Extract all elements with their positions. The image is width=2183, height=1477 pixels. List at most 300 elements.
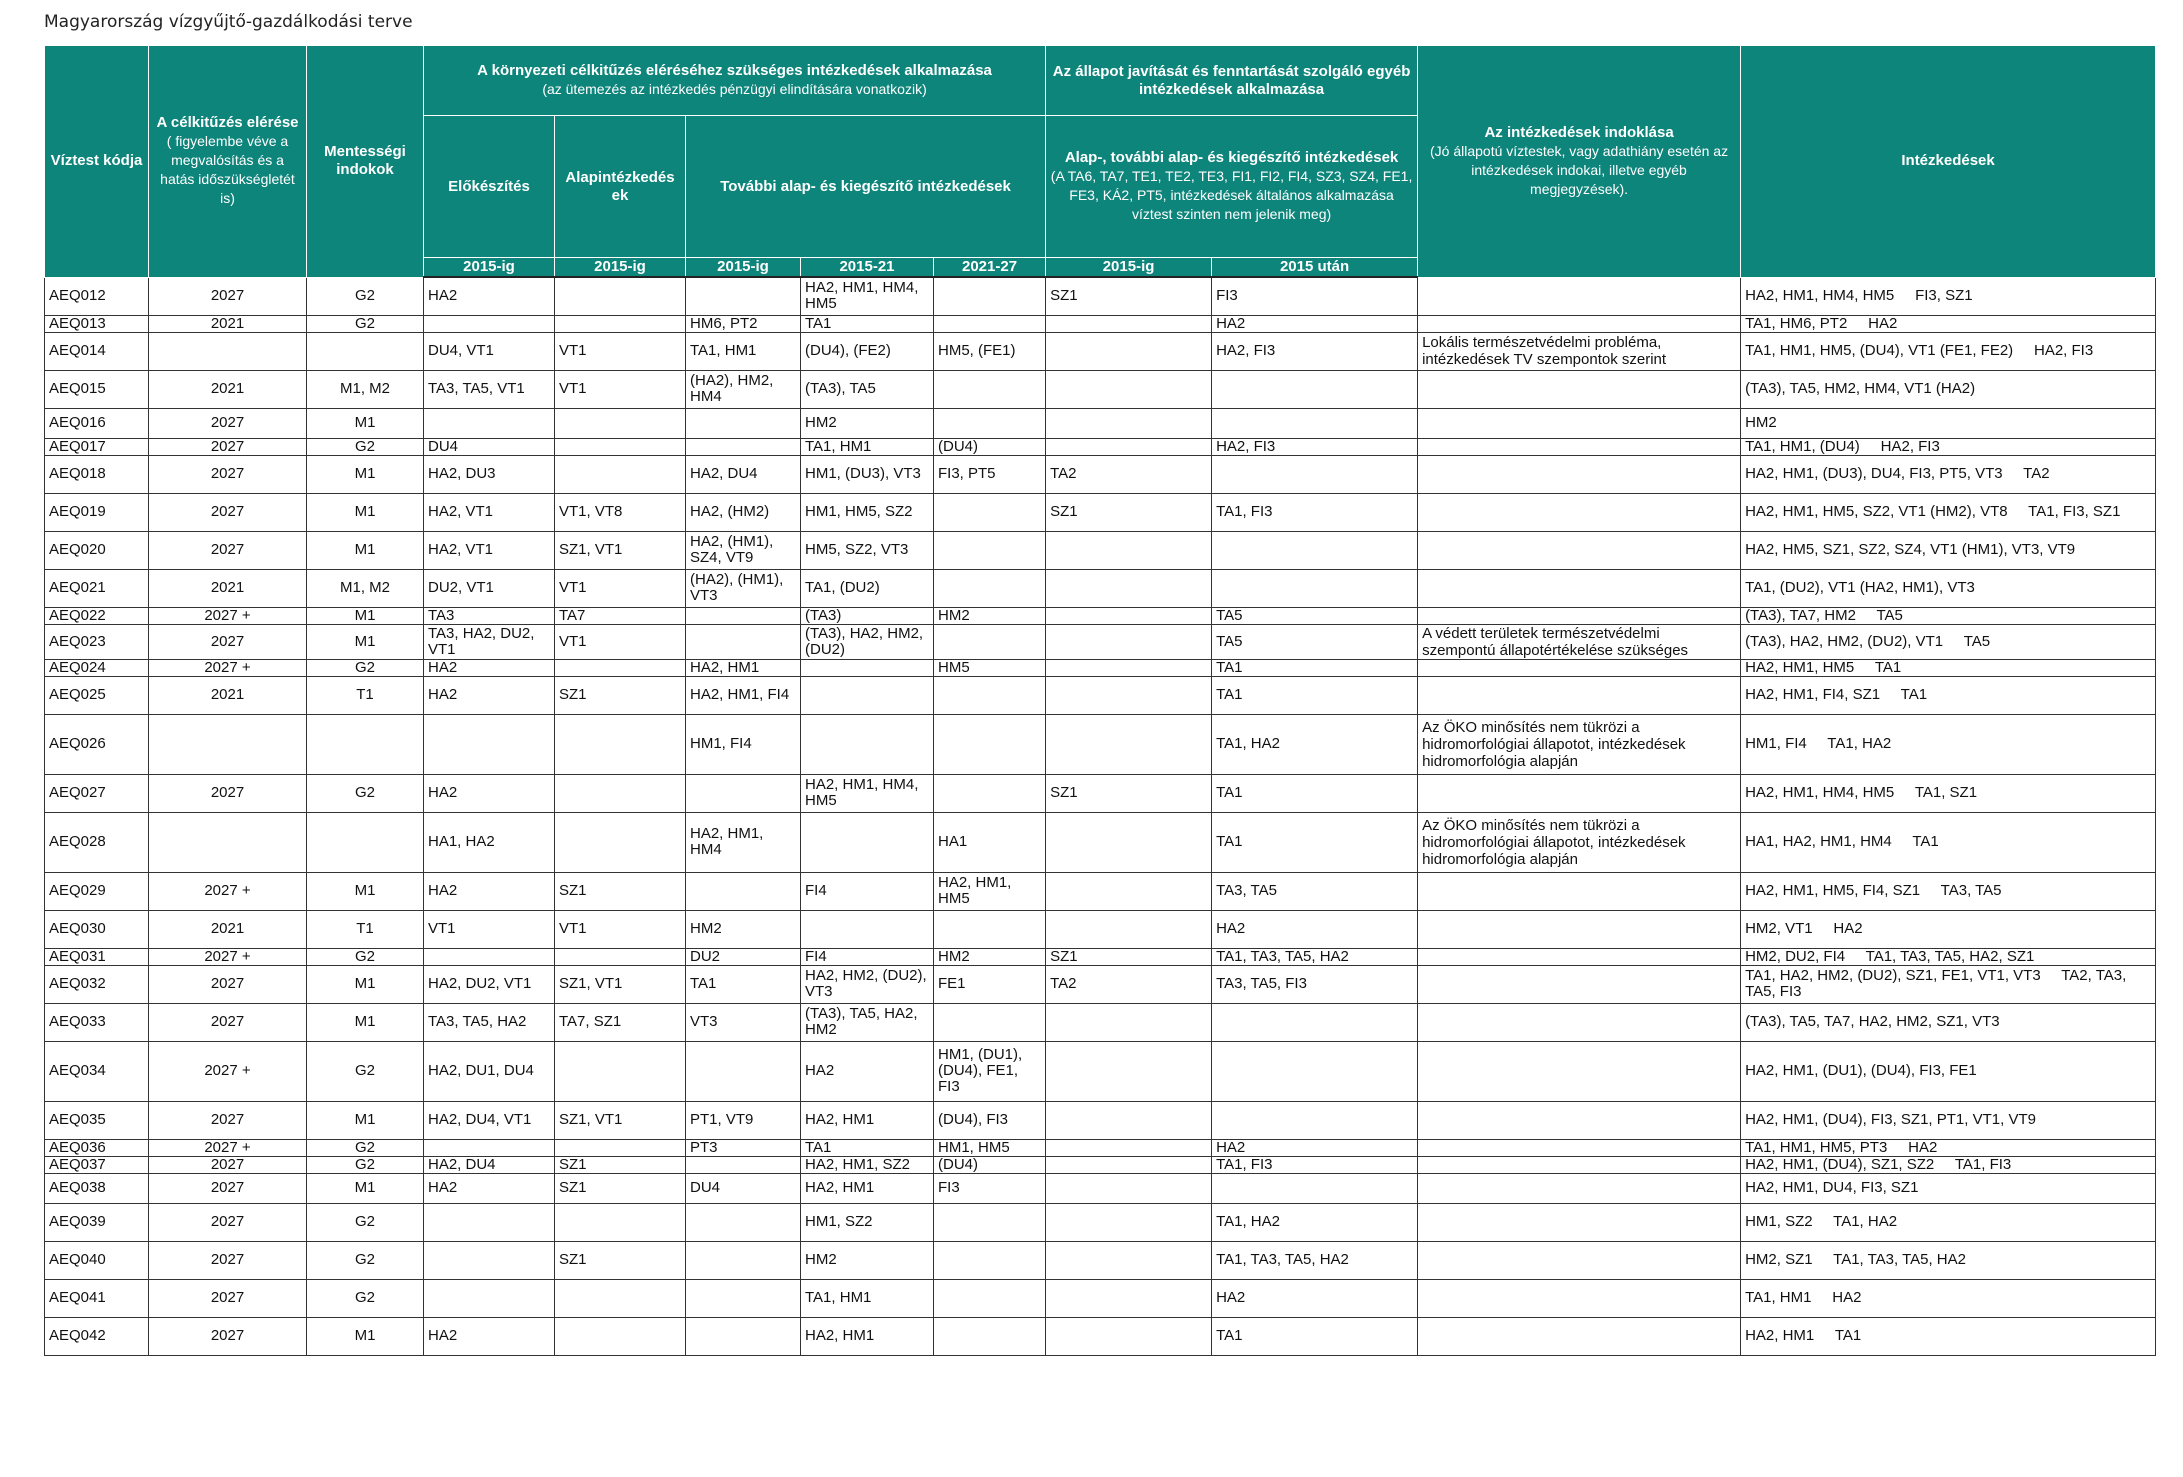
cell-code: AEQ023 <box>45 624 149 659</box>
cell-prep: HA2 <box>424 1173 555 1203</box>
cell-other-after <box>1212 370 1418 408</box>
cell-measures: HM1, FI4 TA1, HA2 <box>1741 714 2156 774</box>
cell-exemption <box>307 812 424 872</box>
cell-basic <box>555 1317 686 1355</box>
cell-other-2015 <box>1046 569 1212 607</box>
cell-measures: HM2, VT1 HA2 <box>1741 910 2156 948</box>
cell-target: 2027 + <box>149 1139 307 1156</box>
cell-measures: HM2, SZ1 TA1, TA3, TA5, HA2 <box>1741 1241 2156 1279</box>
cell-other-after <box>1212 455 1418 493</box>
cell-exemption: M1 <box>307 408 424 438</box>
cell-prep: HA2, DU4, VT1 <box>424 1101 555 1139</box>
cell-basic <box>555 277 686 315</box>
cell-justification <box>1418 438 1741 455</box>
cell-other-2015: TA2 <box>1046 965 1212 1003</box>
cell-measures: TA1, HM6, PT2 HA2 <box>1741 315 2156 332</box>
cell-justification <box>1418 1003 1741 1041</box>
cell-prep: HA2, DU2, VT1 <box>424 965 555 1003</box>
cell-further-2015-21 <box>801 714 934 774</box>
cell-other-2015: SZ1 <box>1046 774 1212 812</box>
cell-basic <box>555 1041 686 1101</box>
cell-justification: Az ÖKO minősítés nem tükrözi a hidromorfológiai állapotot, intézkedések hidromorfológia alapján <box>1418 714 1741 774</box>
cell-further-2015: HM6, PT2 <box>686 315 801 332</box>
cell-basic: VT1 <box>555 910 686 948</box>
cell-measures: TA1, HM1, HM5, (DU4), VT1 (FE1, FE2) HA2, FI3 <box>1741 332 2156 370</box>
cell-further-2015-21 <box>801 676 934 714</box>
cell-other-after: TA1, HA2 <box>1212 1203 1418 1241</box>
cell-target: 2027 <box>149 1101 307 1139</box>
cell-code: AEQ012 <box>45 277 149 315</box>
cell-basic: SZ1 <box>555 1173 686 1203</box>
table-row <box>45 455 2156 493</box>
cell-further-2021-27: HM1, (DU1), (DU4), FE1, FI3 <box>934 1041 1046 1101</box>
cell-code: AEQ020 <box>45 531 149 569</box>
cell-justification <box>1418 315 1741 332</box>
cell-other-after: TA1 <box>1212 676 1418 714</box>
cell-prep: TA3 <box>424 607 555 624</box>
cell-prep: HA1, HA2 <box>424 812 555 872</box>
cell-other-2015 <box>1046 624 1212 659</box>
cell-basic: SZ1, VT1 <box>555 1101 686 1139</box>
cell-further-2021-27: (DU4) <box>934 1156 1046 1173</box>
table-row <box>45 1241 2156 1279</box>
cell-code: AEQ032 <box>45 965 149 1003</box>
cell-measures: HA2, HM1, HM5, SZ2, VT1 (HM2), VT8 TA1, FI3, SZ1 <box>1741 493 2156 531</box>
cell-other-after: TA5 <box>1212 607 1418 624</box>
cell-prep: HA2, DU3 <box>424 455 555 493</box>
cell-other-2015 <box>1046 1241 1212 1279</box>
cell-target: 2027 <box>149 438 307 455</box>
cell-justification <box>1418 1173 1741 1203</box>
year-basic: 2015-ig <box>555 258 686 278</box>
table-row <box>45 774 2156 812</box>
cell-further-2015-21: HM2 <box>801 408 934 438</box>
cell-prep <box>424 1241 555 1279</box>
header-group-other: Az állapot javítását és fenntartását szolgáló egyéb intézkedések alkalmazása <box>1046 46 1418 116</box>
cell-further-2015: HA2, HM1, FI4 <box>686 676 801 714</box>
cell-other-after: TA1 <box>1212 774 1418 812</box>
cell-further-2021-27 <box>934 569 1046 607</box>
cell-other-2015 <box>1046 1139 1212 1156</box>
cell-basic: VT1 <box>555 332 686 370</box>
cell-other-after: TA1, TA3, TA5, HA2 <box>1212 948 1418 965</box>
cell-further-2021-27: FI3, PT5 <box>934 455 1046 493</box>
cell-basic: SZ1 <box>555 1241 686 1279</box>
cell-further-2021-27: FI3 <box>934 1173 1046 1203</box>
cell-further-2015 <box>686 438 801 455</box>
cell-other-after: TA5 <box>1212 624 1418 659</box>
table-row <box>45 493 2156 531</box>
cell-measures: HA1, HA2, HM1, HM4 TA1 <box>1741 812 2156 872</box>
header-group-env: A környezeti célkitűzés eléréséhez szükséges intézkedések alkalmazása (az ütemezés az intézkedés pénzügyi elindítására vonatkozik) <box>424 46 1046 116</box>
cell-justification <box>1418 1139 1741 1156</box>
cell-justification <box>1418 1241 1741 1279</box>
header-basic: Alapintézkedés ek <box>555 116 686 258</box>
cell-further-2021-27 <box>934 1317 1046 1355</box>
cell-other-after: HA2 <box>1212 910 1418 948</box>
cell-measures: HA2, HM1, (DU3), DU4, FI3, PT5, VT3 TA2 <box>1741 455 2156 493</box>
table-row <box>45 1156 2156 1173</box>
cell-code: AEQ037 <box>45 1156 149 1173</box>
cell-exemption: G2 <box>307 1041 424 1101</box>
cell-basic <box>555 1203 686 1241</box>
cell-further-2015-21 <box>801 659 934 676</box>
cell-further-2021-27: (DU4) <box>934 438 1046 455</box>
cell-basic: TA7, SZ1 <box>555 1003 686 1041</box>
cell-other-2015 <box>1046 315 1212 332</box>
table-row <box>45 408 2156 438</box>
cell-basic: TA7 <box>555 607 686 624</box>
cell-further-2015: HA2, (HM1), SZ4, VT9 <box>686 531 801 569</box>
cell-code: AEQ026 <box>45 714 149 774</box>
cell-other-after: HA2, FI3 <box>1212 438 1418 455</box>
cell-target: 2027 <box>149 774 307 812</box>
cell-prep: DU4, VT1 <box>424 332 555 370</box>
cell-other-after <box>1212 1101 1418 1139</box>
cell-exemption: M1, M2 <box>307 370 424 408</box>
cell-other-2015 <box>1046 408 1212 438</box>
cell-prep <box>424 948 555 965</box>
cell-other-2015 <box>1046 1203 1212 1241</box>
header-other-sub: Alap-, további alap- és kiegészítő intézkedések (A TA6, TA7, TE1, TE2, TE3, FI1, FI2, FI4, SZ3, SZ4, FE1, FE3, KÁ2, PT5, intézkedések általános alkalmazása víztest szinten nem jelenik meg) <box>1046 116 1418 258</box>
cell-prep: HA2, VT1 <box>424 493 555 531</box>
cell-other-2015 <box>1046 659 1212 676</box>
cell-exemption: M1 <box>307 624 424 659</box>
cell-other-after <box>1212 1003 1418 1041</box>
cell-further-2015-21: HM1, (DU3), VT3 <box>801 455 934 493</box>
table-row <box>45 1003 2156 1041</box>
cell-code: AEQ034 <box>45 1041 149 1101</box>
cell-other-after: TA3, TA5 <box>1212 872 1418 910</box>
cell-other-after: TA3, TA5, FI3 <box>1212 965 1418 1003</box>
cell-basic <box>555 659 686 676</box>
table-row <box>45 624 2156 659</box>
cell-other-2015 <box>1046 332 1212 370</box>
cell-basic: VT1 <box>555 370 686 408</box>
cell-measures: HM2 <box>1741 408 2156 438</box>
header-prep: Előkészítés <box>424 116 555 258</box>
cell-further-2015-21: HA2, HM1, HM4, HM5 <box>801 774 934 812</box>
cell-measures: HA2, HM5, SZ1, SZ2, SZ4, VT1 (HM1), VT3, VT9 <box>1741 531 2156 569</box>
table-row <box>45 438 2156 455</box>
cell-measures: HA2, HM1, DU4, FI3, SZ1 <box>1741 1173 2156 1203</box>
cell-justification <box>1418 1156 1741 1173</box>
cell-further-2015-21: HA2, HM1, HM4, HM5 <box>801 277 934 315</box>
cell-justification <box>1418 531 1741 569</box>
cell-further-2015-21: HA2, HM2, (DU2), VT3 <box>801 965 934 1003</box>
cell-further-2015 <box>686 624 801 659</box>
cell-measures: HA2, HM1, HM5 TA1 <box>1741 659 2156 676</box>
cell-further-2015: (HA2), HM2, HM4 <box>686 370 801 408</box>
table-row <box>45 676 2156 714</box>
cell-other-2015 <box>1046 676 1212 714</box>
cell-further-2021-27: HM5, (FE1) <box>934 332 1046 370</box>
table-row <box>45 714 2156 774</box>
cell-basic <box>555 774 686 812</box>
cell-further-2015-21: FI4 <box>801 948 934 965</box>
cell-further-2015: HA2, HM1 <box>686 659 801 676</box>
cell-measures: HA2, HM1 TA1 <box>1741 1317 2156 1355</box>
cell-target: 2027 <box>149 408 307 438</box>
measures-table <box>44 45 2156 1356</box>
cell-further-2015-21: HM5, SZ2, VT3 <box>801 531 934 569</box>
cell-other-after: TA1 <box>1212 812 1418 872</box>
cell-code: AEQ015 <box>45 370 149 408</box>
cell-justification <box>1418 569 1741 607</box>
cell-justification <box>1418 1279 1741 1317</box>
cell-further-2021-27: (DU4), FI3 <box>934 1101 1046 1139</box>
cell-justification <box>1418 370 1741 408</box>
cell-further-2021-27 <box>934 277 1046 315</box>
cell-prep: DU4 <box>424 438 555 455</box>
cell-target: 2027 <box>149 1156 307 1173</box>
cell-justification <box>1418 607 1741 624</box>
cell-code: AEQ036 <box>45 1139 149 1156</box>
cell-measures: HM2, DU2, FI4 TA1, TA3, TA5, HA2, SZ1 <box>1741 948 2156 965</box>
cell-further-2021-27 <box>934 1241 1046 1279</box>
cell-exemption: M1 <box>307 872 424 910</box>
cell-exemption: M1 <box>307 493 424 531</box>
table-row <box>45 1041 2156 1101</box>
cell-code: AEQ013 <box>45 315 149 332</box>
cell-target: 2027 + <box>149 948 307 965</box>
cell-measures: HA2, HM1, (DU4), FI3, SZ1, PT1, VT1, VT9 <box>1741 1101 2156 1139</box>
cell-target <box>149 714 307 774</box>
cell-further-2015 <box>686 277 801 315</box>
cell-further-2021-27 <box>934 1279 1046 1317</box>
cell-further-2021-27 <box>934 493 1046 531</box>
cell-further-2015 <box>686 1156 801 1173</box>
cell-further-2021-27 <box>934 1203 1046 1241</box>
cell-further-2021-27 <box>934 408 1046 438</box>
cell-prep: HA2 <box>424 774 555 812</box>
cell-basic <box>555 1279 686 1317</box>
cell-further-2015-21: (DU4), (FE2) <box>801 332 934 370</box>
cell-other-2015: SZ1 <box>1046 948 1212 965</box>
table-row <box>45 1203 2156 1241</box>
cell-other-2015 <box>1046 1041 1212 1101</box>
cell-further-2015: HM2 <box>686 910 801 948</box>
cell-measures: (TA3), TA5, TA7, HA2, HM2, SZ1, VT3 <box>1741 1003 2156 1041</box>
cell-exemption: M1 <box>307 1317 424 1355</box>
cell-other-after <box>1212 1041 1418 1101</box>
cell-further-2015 <box>686 872 801 910</box>
cell-further-2021-27: HM5 <box>934 659 1046 676</box>
cell-basic: VT1 <box>555 569 686 607</box>
cell-further-2021-27: HM2 <box>934 607 1046 624</box>
cell-code: AEQ019 <box>45 493 149 531</box>
cell-basic <box>555 455 686 493</box>
cell-justification <box>1418 408 1741 438</box>
cell-further-2015-21: HA2, HM1 <box>801 1173 934 1203</box>
cell-prep <box>424 714 555 774</box>
cell-further-2021-27 <box>934 774 1046 812</box>
cell-further-2015: HA2, DU4 <box>686 455 801 493</box>
cell-prep: DU2, VT1 <box>424 569 555 607</box>
cell-exemption: M1 <box>307 965 424 1003</box>
cell-exemption: G2 <box>307 315 424 332</box>
cell-target: 2021 <box>149 315 307 332</box>
cell-target: 2027 <box>149 455 307 493</box>
cell-further-2021-27: HA2, HM1, HM5 <box>934 872 1046 910</box>
cell-target: 2021 <box>149 910 307 948</box>
cell-measures: HA2, HM1, HM4, HM5 TA1, SZ1 <box>1741 774 2156 812</box>
cell-measures: TA1, HM1, (DU4) HA2, FI3 <box>1741 438 2156 455</box>
table-row <box>45 910 2156 948</box>
cell-further-2015 <box>686 607 801 624</box>
cell-target: 2027 <box>149 1203 307 1241</box>
cell-prep <box>424 1203 555 1241</box>
cell-exemption: G2 <box>307 659 424 676</box>
cell-justification <box>1418 1101 1741 1139</box>
cell-prep: TA3, TA5, HA2 <box>424 1003 555 1041</box>
cell-prep <box>424 408 555 438</box>
cell-exemption: M1 <box>307 607 424 624</box>
cell-further-2015-21: (TA3), TA5, HA2, HM2 <box>801 1003 934 1041</box>
cell-further-2015 <box>686 1203 801 1241</box>
cell-code: AEQ025 <box>45 676 149 714</box>
cell-prep: HA2 <box>424 676 555 714</box>
cell-measures: (TA3), TA5, HM2, HM4, VT1 (HA2) <box>1741 370 2156 408</box>
cell-exemption: G2 <box>307 948 424 965</box>
cell-other-after: TA1, TA3, TA5, HA2 <box>1212 1241 1418 1279</box>
cell-code: AEQ035 <box>45 1101 149 1139</box>
cell-measures: HM1, SZ2 TA1, HA2 <box>1741 1203 2156 1241</box>
cell-code: AEQ022 <box>45 607 149 624</box>
cell-target: 2021 <box>149 569 307 607</box>
table-row <box>45 607 2156 624</box>
cell-measures: HA2, HM1, HM4, HM5 FI3, SZ1 <box>1741 277 2156 315</box>
cell-justification <box>1418 774 1741 812</box>
cell-further-2015: HM1, FI4 <box>686 714 801 774</box>
cell-further-2015 <box>686 1041 801 1101</box>
cell-further-2015: (HA2), (HM1), VT3 <box>686 569 801 607</box>
cell-further-2021-27 <box>934 531 1046 569</box>
cell-prep: HA2 <box>424 659 555 676</box>
cell-prep <box>424 1279 555 1317</box>
cell-exemption: G2 <box>307 1203 424 1241</box>
cell-basic: SZ1 <box>555 676 686 714</box>
cell-other-2015: SZ1 <box>1046 493 1212 531</box>
cell-other-2015: TA2 <box>1046 455 1212 493</box>
cell-exemption: T1 <box>307 910 424 948</box>
cell-further-2021-27: HA1 <box>934 812 1046 872</box>
document-title: Magyarország vízgyűjtő-gazdálkodási terve <box>44 12 413 32</box>
cell-target: 2021 <box>149 370 307 408</box>
cell-further-2015-21: (TA3) <box>801 607 934 624</box>
cell-code: AEQ017 <box>45 438 149 455</box>
cell-basic <box>555 812 686 872</box>
cell-target: 2027 <box>149 1241 307 1279</box>
cell-measures: HA2, HM1, FI4, SZ1 TA1 <box>1741 676 2156 714</box>
cell-exemption: T1 <box>307 676 424 714</box>
cell-target: 2021 <box>149 676 307 714</box>
cell-justification <box>1418 455 1741 493</box>
cell-justification: A védett területek természetvédelmi szempontú állapotértékelése szükséges <box>1418 624 1741 659</box>
header-target: A célkitűzés elérése ( figyelembe véve a megvalósítás és a hatás időszükségletét is) <box>149 46 307 278</box>
cell-justification <box>1418 659 1741 676</box>
cell-exemption: M1 <box>307 455 424 493</box>
cell-other-2015 <box>1046 607 1212 624</box>
cell-basic <box>555 408 686 438</box>
cell-justification <box>1418 676 1741 714</box>
cell-further-2015-21: HM1, HM5, SZ2 <box>801 493 934 531</box>
cell-target: 2027 <box>149 965 307 1003</box>
cell-target: 2027 <box>149 624 307 659</box>
year-prep: 2015-ig <box>424 258 555 278</box>
table-body <box>45 277 2156 1355</box>
cell-exemption: G2 <box>307 1139 424 1156</box>
table-row <box>45 948 2156 965</box>
cell-code: AEQ021 <box>45 569 149 607</box>
cell-code: AEQ016 <box>45 408 149 438</box>
cell-code: AEQ042 <box>45 1317 149 1355</box>
cell-other-after: TA1 <box>1212 1317 1418 1355</box>
cell-code: AEQ040 <box>45 1241 149 1279</box>
cell-other-after <box>1212 531 1418 569</box>
cell-other-2015 <box>1046 370 1212 408</box>
cell-other-after <box>1212 1173 1418 1203</box>
cell-further-2015: HA2, HM1, HM4 <box>686 812 801 872</box>
cell-target: 2027 + <box>149 607 307 624</box>
year-other-after: 2015 után <box>1212 258 1418 278</box>
cell-prep: HA2 <box>424 872 555 910</box>
cell-target: 2027 + <box>149 872 307 910</box>
cell-exemption: M1 <box>307 1003 424 1041</box>
cell-measures: TA1, HA2, HM2, (DU2), SZ1, FE1, VT1, VT3 TA2, TA3, TA5, FI3 <box>1741 965 2156 1003</box>
cell-exemption: M1 <box>307 1173 424 1203</box>
cell-code: AEQ041 <box>45 1279 149 1317</box>
cell-further-2015-21: HA2, HM1 <box>801 1317 934 1355</box>
table-row <box>45 1139 2156 1156</box>
cell-other-2015 <box>1046 1279 1212 1317</box>
cell-prep: HA2, DU4 <box>424 1156 555 1173</box>
cell-basic: VT1, VT8 <box>555 493 686 531</box>
cell-other-2015 <box>1046 910 1212 948</box>
cell-other-after: TA1 <box>1212 659 1418 676</box>
cell-further-2015 <box>686 1317 801 1355</box>
cell-basic <box>555 315 686 332</box>
cell-justification <box>1418 910 1741 948</box>
cell-further-2015: TA1 <box>686 965 801 1003</box>
year-further-2015-21: 2015-21 <box>801 258 934 278</box>
year-further-2015: 2015-ig <box>686 258 801 278</box>
cell-other-2015 <box>1046 438 1212 455</box>
cell-measures: HA2, HM1, HM5, FI4, SZ1 TA3, TA5 <box>1741 872 2156 910</box>
cell-exemption: M1, M2 <box>307 569 424 607</box>
cell-target: 2027 <box>149 1003 307 1041</box>
cell-further-2015: DU4 <box>686 1173 801 1203</box>
cell-further-2021-27 <box>934 910 1046 948</box>
header-code: Víztest kódja <box>45 46 149 278</box>
cell-basic <box>555 1139 686 1156</box>
cell-prep: HA2, VT1 <box>424 531 555 569</box>
cell-other-2015: SZ1 <box>1046 277 1212 315</box>
cell-other-2015 <box>1046 812 1212 872</box>
cell-code: AEQ039 <box>45 1203 149 1241</box>
cell-other-2015 <box>1046 1003 1212 1041</box>
cell-basic <box>555 948 686 965</box>
cell-other-after: TA1, HA2 <box>1212 714 1418 774</box>
cell-other-2015 <box>1046 1156 1212 1173</box>
cell-justification <box>1418 277 1741 315</box>
cell-code: AEQ030 <box>45 910 149 948</box>
cell-prep: TA3, HA2, DU2, VT1 <box>424 624 555 659</box>
cell-basic <box>555 714 686 774</box>
table-row <box>45 332 2156 370</box>
cell-further-2021-27 <box>934 714 1046 774</box>
cell-prep: HA2, DU1, DU4 <box>424 1041 555 1101</box>
